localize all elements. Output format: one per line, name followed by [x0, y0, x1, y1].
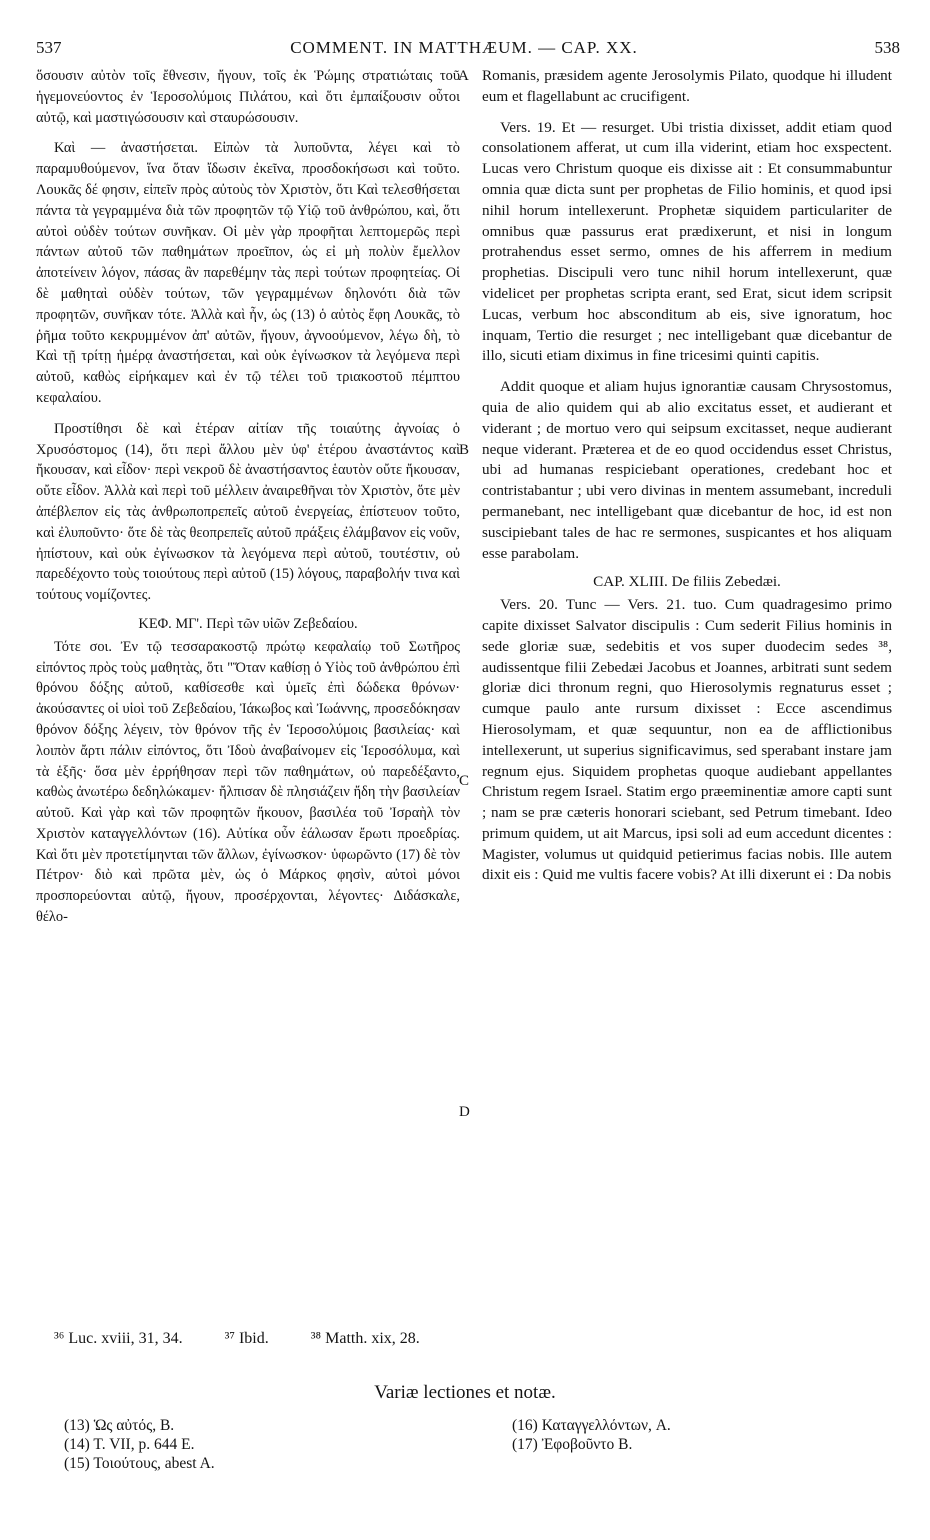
- latin-paragraph-3: Addit quoque et aliam hujus ignorantiæ causam Chrysostomus, quia de alio quidem qui ab alio excitatus esset, et audierant et viderant ; de mortuo vero qui seipsum excitasset, neque audierant neque viderant. Præterea et de eo quod occidendus esset Christus, ubi ad humanas respiciebant operationes, credebant hoc et contristabantur ; ubi vero divinas in mentem assumebant, increduli permanebant, nec intelligebant quæ dicebantur de hoc, id est non suscipiebant tales de hac re sermones, suspicantes et hos aliquam esse parabolam.: [482, 378, 892, 562]
- latin-paragraph-2: Vers. 19. Et — resurget. Ubi tristia dixisset, addit etiam quod consolationem afferat, ut cum illa viderint, etiam hoc exspectent. Lucas vero Christum quoque eis dixisse ait : Et consummabuntur omnia quæ dicta sunt per prophetas de Filio hominis, et quod ipsi nihil horum intellexerunt. Prophetæ siquidem particulariter de omnibus quæ passurus erat prædixerunt, et nisi in longum protrahendus esset sermo, omnes de his afferrem in medium prophetias. Discipuli vero tunc nihil horum intellexerunt, quæ videlicet per prophetas scripta erant, sed Erat, sicut idem scripsit Lucas, verbum hoc absconditum ab eis, sive ignoratum, hoc inquam, Tertio die resurget ; nec intelligebant quæ dicebantur de illo, sicuti etiam diximus in fine tricesimi quinti capitis.: [482, 118, 892, 365]
- latin-paragraph-1: Romanis, præsidem agente Jerosolymis Pilato, quodque hi illudent eum et flagellabunt ac crucifigent.: [482, 67, 892, 105]
- page-number-right: 538: [874, 38, 900, 57]
- section-marker-b: B: [459, 442, 470, 458]
- variants-right-column: [512, 1416, 892, 1454]
- running-title: COMMENT. IN MATTHÆUM. — CAP. XX.: [290, 38, 638, 57]
- greek-paragraph-2: Καὶ — ἀναστήσεται. Εἰπὼν τὰ λυποῦντα, λέγει καὶ τὸ παραμυθούμενον, ἵνα ὅταν ἴδωσιν ἐκεῖνα, προσδοκήσωσι καὶ τοῦτο. Λουκᾶς δέ φησιν, εἰπεῖν πρὸς αὐτοὺς τὸν Χριστὸν, ὅτι Καὶ τελεσθήσεται πάντα τὰ γεγραμμένα διὰ τῶν προφητῶν τῷ Υἱῷ τοῦ ἀνθρώπου, καὶ, ὅτι αὐτοὶ οὐδὲν τούτων συνῆκαν. Οἱ μὲν γὰρ προφῆται λεπτομερῶς περὶ πάντων αὐτοῦ τῶν παθημάτων προεῖπον, ὡς εἰ μὴ πολὺν ἔμελλον ἀποτείνειν λόγον, πάσας ἂν παρεθέμην τὰς περὶ τούτων προφητείας. Οἱ δὲ μαθηταὶ οὐδὲν τούτων, τῶν γεγραμμένων δηλονότι διὰ τῶν προφητῶν, συνῆκαν τότε. Ἀλλὰ καὶ ἦν, ὡς (13) ὁ αὐτὸς ἔφη Λουκᾶς, τὸ ῥῆμα τοῦτο κεκρυμμένον ἀπ' αὐτῶν, ἤγουν, ἀγνοούμενον, λέγω δὴ, τὸ Καὶ τῇ τρίτῃ ἡμέρᾳ ἀναστήσεται, καὶ οὐκ ἐγίνωσκον τὰ λεγόμενα περὶ αὐτοῦ, καθὼς εἰρήκαμεν καὶ ἐν τῷ τέλει τοῦ τριακοστοῦ πέμπτου κεφαλαίου.: [36, 140, 460, 406]
- section-marker-a: A: [458, 68, 469, 84]
- section-marker-d: D: [459, 1104, 470, 1120]
- running-header: [28, 38, 900, 64]
- latin-chapter-heading: CAP. XLIII. De filiis Zebedæi.: [593, 573, 781, 591]
- variants-left-column: [64, 1416, 464, 1473]
- variant-note-13: (13) Ὡς αὐτός, B.: [64, 1417, 175, 1434]
- greek-paragraph-4: Τότε σοι. Ἐν τῷ τεσσαρακοστῷ πρώτῳ κεφαλαίῳ τοῦ Σωτῆρος εἰπόντος πρὸς τοὺς μαθητὰς, ὅτι "Ὅταν καθίσῃ ὁ Υἱὸς τοῦ ἀνθρώπου ἐπὶ θρόνου δόξης αὐτοῦ, καθίσεσθε καὶ ὑμεῖς ἐπὶ δώδεκα θρόνων· ἀκούσαντες οἱ υἱοὶ τοῦ Ζεβεδαίου, Ἰάκωβος καὶ Ἰωάννης, προσεδόκησαν θρόνον δόξης λέγειν, τὸν θρόνον τῆς ἐν Ἱεροσολύμοις βασιλείας· καὶ λοιπὸν ἄρτι πάλιν εἰπόντος, ὅτι Ἰδοὺ ἀναβαίνομεν εἰς Ἱεροσόλυμα, καὶ τὰ ἑξῆς· ὅσα μὲν ἐρρήθησαν περὶ τῶν παθημάτων, οὐ παρεδέξαντο, καθὼς ἀνωτέρω δεδηλώκαμεν· ἤλπισαν δὲ πλησιάζειν ἤδη τὴν βασιλείαν αὐτοῦ. Καὶ γὰρ καὶ τῶν προφητῶν ἤκουον, βασιλέα τοῦ Ἰσραὴλ τὸν Χριστὸν καταγγελλόντων (16). Αὐτίκα οὖν ἑάλωσαν ἔρωτι προεδρίας. Καὶ ὅτι μὲν προτετίμηνται τῶν ἄλλων, ἐγίνωσκον· ὑφωρῶντο (17) δὲ τὸν Πέτρον· διὸ καὶ πρῶτα μὲν, ὡς ὁ Μάρκος φησὶν, αὐτοὶ μόνοι προσπορεύονται αὐτῷ, ἤγουν, προσέρχονται, λέγοντες· Διδάσκαλε, θέλο-: [36, 638, 460, 926]
- footnotes: [54, 1330, 554, 1348]
- variant-note-16: (16) Καταγγελλόντων, A.: [512, 1417, 671, 1434]
- section-marker-c: C: [459, 773, 470, 789]
- variant-note-14: (14) T. VII, p. 644 E.: [64, 1436, 195, 1453]
- variant-note-17: (17) Ἐφοβοῦντο B.: [512, 1436, 633, 1453]
- latin-paragraph-4: Vers. 20. Tunc — Vers. 21. tuo. Cum quadragesimo primo capite dixisset Salvator discipulis : Cum sederit Filius hominis in sede gloriæ suæ, sedebitis et vos super duodecim sedes ³⁸, audissentque filii Zebedæi Jacobus et Joannes, arbitrati sunt sedem gloriæ dici thronum regni, quo Hierosolymis regnaturus esset ; cumque paulo ante rursum dixisset : Ecce ascendimus Hierosolymam, et quæ sequuntur, non ea de afflictionibus intellexerunt, ut superius significavimus, sed sperabant instare jam regnum ejus. Siquidem prophetas quoque audiebant appellantes Christum regem Israel. Statim ergo præeminentiæ amore capti sunt ; nam se præ cæteris honorari sciebant, sed Petrum timebant. Ideo primum quidem, ut ait Marcus, ipsi soli ad eum accedunt dicentes : Magister, volumus ut quidquid petierimus facias nobis. Ille autem dixit eis : Quid me vultis facere vobis? At illi dixerunt ei : Da nobis: [482, 596, 892, 884]
- footnote-37: ³⁷ Ibid.: [224, 1330, 269, 1347]
- greek-column: [36, 66, 460, 928]
- greek-chapter-heading: ΚΕΦ. ΜΓ'. Περὶ τῶν υἱῶν Ζεβεδαίου.: [138, 615, 358, 632]
- variant-note-15: (15) Τοιούτους, abest A.: [64, 1455, 215, 1472]
- page-number-left: 537: [36, 38, 62, 57]
- greek-paragraph-1: ὅσουσιν αὐτὸν τοῖς ἔθνεσιν, ἤγουν, τοῖς ἐκ Ῥώμης στρατιώταις τοῦ ἡγεμονεύοντος ἐν Ἱεροσολύμοις Πιλάτου, καὶ ὅτι ἐμπαίξουσιν οὗτοι αὐτῷ, καὶ μαστιγώσουσιν καὶ σταυρώσουσιν.: [36, 68, 460, 126]
- latin-column: [482, 66, 892, 886]
- footnote-38: ³⁸ Matth. xix, 28.: [310, 1330, 420, 1347]
- variants-title: Variæ lectiones et notæ.: [374, 1382, 556, 1403]
- greek-paragraph-3: Προστίθησι δὲ καὶ ἑτέραν αἰτίαν τῆς τοιαύτης ἀγνοίας ὁ Χρυσόστομος (14), ὅτι περὶ ἄλλου μὲν ὑφ' ἑτέρου ἀναστάντος καὶ ἤκουσαν, καὶ εἶδον· περὶ νεκροῦ δὲ ἀναστήσαντος ἑαυτὸν οὔτε ἤκουσαν, οὔτε εἶδον. Ἀλλὰ καὶ περὶ τοῦ μέλλειν ἀναιρεθῆναι τὸν Χριστὸν, ὅτε μὲν ἀπέβλεπον εἰς τὰς ἀνθρωποπρεπεῖς αὐτοῦ ἐνεργείας, ἐπίστευον τοῦτο, καὶ ἐλυποῦντο· ὅτε δὲ τὰς θεοπρεπεῖς αὐτοῦ πράξεις ἐλάμβανον εἰς νοῦν, ἠπίστουν, καὶ οὐκ ἐγίνωσκον τὰ λεγόμενα περὶ αὐτοῦ, τουτέστιν, οὐ παρεδέχοντο τοὺς τοιούτους περὶ αὐτοῦ (15) λόγους, παραβολήν τινα καὶ τούτους νομίζοντες.: [36, 420, 460, 604]
- footnote-36: ³⁶ Luc. xviii, 31, 34.: [54, 1330, 183, 1347]
